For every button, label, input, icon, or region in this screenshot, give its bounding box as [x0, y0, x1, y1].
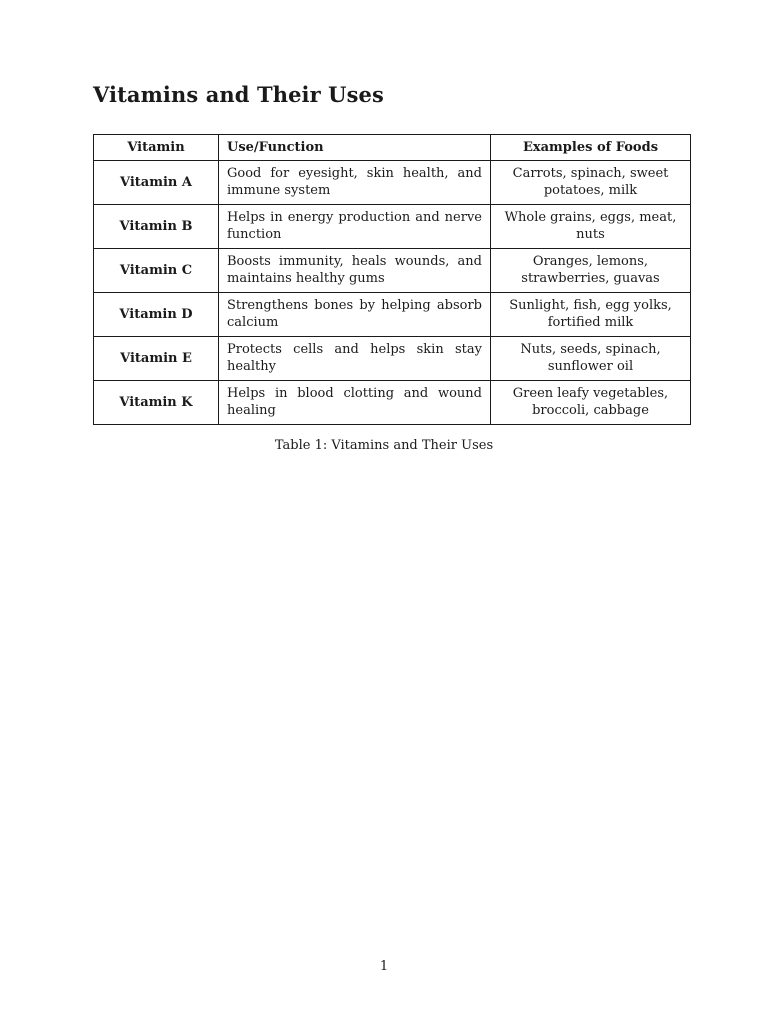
use-cell: Helps in blood clotting and wound healing: [219, 381, 491, 425]
use-cell: Good for eyesight, skin health, and immune system: [219, 161, 491, 205]
foods-cell: Oranges, lemons, strawberries, guavas: [491, 249, 691, 293]
use-cell: Strengthens bones by helping absorb calcium: [219, 293, 491, 337]
table-header-row: [94, 135, 691, 161]
foods-cell: Nuts, seeds, spinach, sunflower oil: [491, 337, 691, 381]
vitamin-cell: Vitamin D: [94, 293, 219, 337]
foods-cell: Sunlight, fish, egg yolks, fortified milk: [491, 293, 691, 337]
table-row: [94, 205, 691, 249]
header-examples-of-foods: Examples of Foods: [491, 135, 691, 161]
use-cell: Helps in energy production and nerve function: [219, 205, 491, 249]
page-number: 1: [379, 959, 389, 974]
vitamins-table: [93, 134, 691, 425]
foods-cell: Carrots, spinach, sweet potatoes, milk: [491, 161, 691, 205]
foods-cell: Green leafy vegetables, broccoli, cabbage: [491, 381, 691, 425]
vitamin-cell: Vitamin A: [94, 161, 219, 205]
table-row: [94, 161, 691, 205]
vitamin-cell: Vitamin E: [94, 337, 219, 381]
table-row: [94, 381, 691, 425]
use-cell: Boosts immunity, heals wounds, and maintains healthy gums: [219, 249, 491, 293]
vitamin-cell: Vitamin C: [94, 249, 219, 293]
table-caption: Table 1: Vitamins and Their Uses: [274, 438, 494, 453]
table-row: [94, 249, 691, 293]
table-row: [94, 337, 691, 381]
vitamin-cell: Vitamin K: [94, 381, 219, 425]
foods-cell: Whole grains, eggs, meat, nuts: [491, 205, 691, 249]
header-use-function: Use/Function: [219, 135, 491, 161]
vitamin-cell: Vitamin B: [94, 205, 219, 249]
use-cell: Protects cells and helps skin stay healthy: [219, 337, 491, 381]
header-vitamin: Vitamin: [94, 135, 219, 161]
page-title: Vitamins and Their Uses: [93, 82, 384, 107]
table-row: [94, 293, 691, 337]
